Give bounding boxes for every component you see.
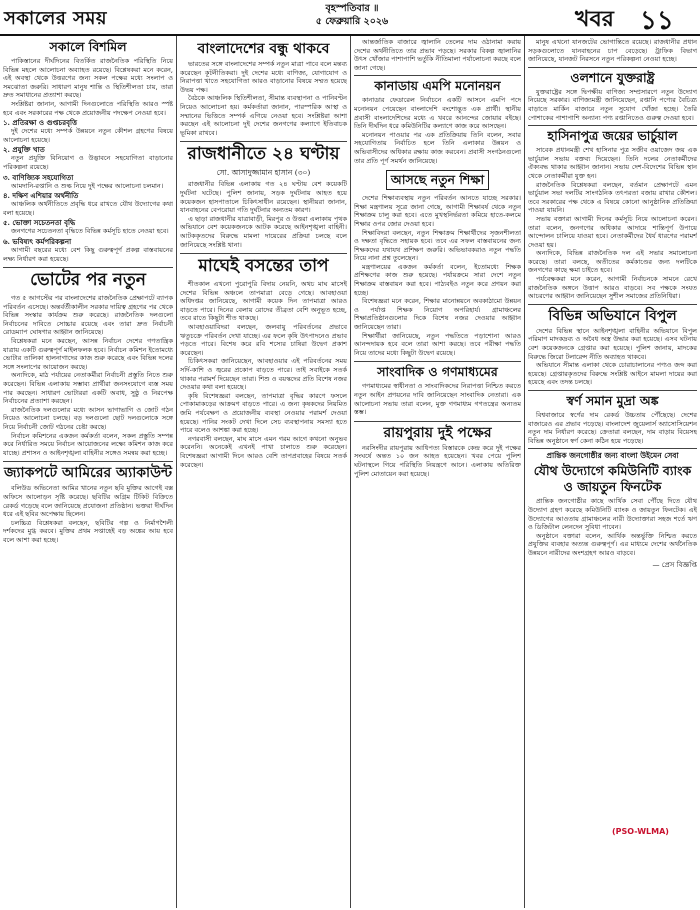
- paragraph: বলিউড অভিনেতা আমির খানের নতুন ছবি মুক্তির আগেই বক্স অফিসে আলোড়ন সৃষ্টি করেছে। ছবিটির অগ্রিম টিকিট বিক্রিতে রেকর্ড গড়েছে বলে জানিয়েছে প্রযোজনা প্রতিষ্ঠান। ভক্তরা দীর্ঘদিন ধরে এই ছবির অপেক্ষায় ছিলেন।: [3, 484, 173, 519]
- paragraph: নগরবাসী বলছেন, মাঘ মাসে এমন গরম আগে কখনো অনুভব করেননি। অনেকেই এখনই পাখা চালাতে শুরু করেছেন। বিশেষজ্ঞরা আগামী দিনে আরও বেশি তাপপ্রবাহের বিষয়ে সতর্ক করেছেন।: [180, 434, 347, 469]
- section-title: খবর: [575, 6, 614, 32]
- paragraph: কৃষি বিশেষজ্ঞরা বলছেন, তাপমাত্রা বৃদ্ধির কারণে ফসলে পোকামাকড়ের আক্রমণ বাড়তে পারে। এ জন্য কৃষকদের নিয়মিত জমি পর্যবেক্ষণ ও প্রয়োজনীয় ব্যবস্থা নেওয়ার পরামর্শ দেওয়া হয়েছে। পানির সংকট দেখা দিলে সেচ ব্যবস্থাপনায় সমস্যা হতে পারে বলেও আশঙ্কা করা হচ্ছে।: [180, 391, 347, 435]
- column-rule: [176, 36, 177, 908]
- headline: ভোটের পর নতুন: [30, 270, 146, 291]
- issue-date: [282, 2, 422, 28]
- column-3: [354, 38, 521, 908]
- article-body: [3, 484, 173, 544]
- watermark-tag: (PSO-WLMA): [612, 827, 669, 836]
- paragraph: শীতকাল এখনো পুরোপুরি বিদায় নেয়নি, অথচ মাঘ মাসেই দেশের বিভিন্ন অঞ্চলে তাপমাত্রা বেড়ে গেছে। আবহাওয়া অধিদপ্তর জানিয়েছে, আগামী কয়েক দিন তাপমাত্রা আরও বাড়তে পারে। দিনের বেলায় রোদের তীব্রতা বেশি অনুভূত হচ্ছে, তবে রাতে কিছুটা শীত থাকছে।: [180, 280, 347, 323]
- paragraph: অন্যদিকে, বিভিন্ন রাজনৈতিক দল এই সভার সমালোচনা করেছে। তারা বলছে, অতীতের কর্মকাণ্ডের জন্য দলটিকে জনগণের কাছে ক্ষমা চাইতে হবে।: [528, 249, 697, 275]
- article-body: [354, 382, 521, 416]
- paragraph: রাজনৈতিক দলগুলোর মধ্যে আসন ভাগাভাগি ও জোট গঠন নিয়েও আলোচনা চলছে। বড় দলগুলো ছোট দলগুলোকে সঙ্গে নিয়ে নির্বাচনী জোট গঠনের চেষ্টা করছে।: [3, 405, 173, 431]
- section-divider: [528, 67, 697, 68]
- paragraph: অন্যদিকে, মাঠ পর্যায়ের নেতাকর্মীরা নির্বাচনী প্রস্তুতি নিতে শুরু করেছেন। বিভিন্ন এলাকায় সম্ভাব্য প্রার্থীরা জনসংযোগে ব্যস্ত সময় পার করছেন। সাধারণ ভোটাররা একটি অবাধ, সুষ্ঠু ও নিরপেক্ষ নির্বাচনের প্রত্যাশা করছেন।: [3, 371, 173, 406]
- article-body: [528, 146, 697, 301]
- column-4: [528, 38, 697, 908]
- paragraph: অভিযানে সীমান্ত এলাকা থেকে চোরাচালানের পণ্যও জব্দ করা হয়েছে। গ্রেপ্তারকৃতদের বিরুদ্ধে সংশ্লিষ্ট আইনে মামলা দায়ের করা হয়েছে এবং তদন্ত চলছে।: [528, 361, 697, 387]
- issue-day: বৃহস্পতিবার ॥: [325, 3, 379, 14]
- paragraph: আন্তর্জাতিক বাজারে জ্বালানি তেলের দাম ওঠানামা করায় দেশের অর্থনীতিতে তার প্রভাব পড়ছে। সরকার বিকল্প জ্বালানির উৎস খোঁজার পাশাপাশি ভর্তুকি নীতিমালা পর্যালোচনা করছে বলে জানা গেছে।: [354, 38, 521, 72]
- list-item-heading: ৩. বাণিজ্যিক সহযোগিতা: [3, 172, 74, 182]
- list-item-text: আগামী বছরের মধ্যে বেশ কিছু গুরুত্বপূর্ণ প্রকল্প বাস্তবায়নের লক্ষ্য নির্ধারণ করা হয়েছে।: [3, 245, 173, 263]
- paragraph: গত ৫ আগস্টের পর বাংলাদেশের রাজনৈতিক প্রেক্ষাপটে ব্যাপক পরিবর্তন এসেছে। অন্তর্বর্তীকালীন সরকার দায়িত্ব গ্রহণের পর থেকে বিভিন্ন সংস্কার কার্যক্রম শুরু করেছে। রাজনৈতিক দলগুলো নির্বাচনের দাবিতে সোচ্চার রয়েছে এবং তারা দ্রুত নির্বাচনী রোডম্যাপ ঘোষণার আহ্বান জানিয়েছে।: [3, 294, 173, 337]
- article-body: [180, 180, 347, 249]
- list-item-text: জনগণের সচেতনতা বৃদ্ধিতে বিভিন্ন কর্মসূচি হাতে নেওয়া হবে।: [11, 227, 169, 236]
- paragraph: মন্ত্রণালয়ের একজন কর্মকর্তা বলেন, ইতোমধ্যে শিক্ষক প্রশিক্ষণের কাজ শুরু হয়েছে। পর্যায়ক্রমে সারা দেশে নতুন শিক্ষাক্রম বাস্তবায়ন করা হবে। পাঠ্যবইও নতুন করে প্রণয়ন করা হচ্ছে।: [354, 262, 521, 297]
- signature: — প্রেস বিজ্ঞপ্তি: [652, 560, 697, 569]
- paragraph: সাবেক প্রধানমন্ত্রী শেখ হাসিনার পুত্র সজীব ওয়াজেদ জয় এক ভার্চুয়াল সভায় বক্তব্য দিয়েছেন। তিনি দলের নেতাকর্মীদের ঐক্যবদ্ধ থাকার আহ্বান জানান। সভায় দেশ-বিদেশের বিভিন্ন স্থান থেকে নেতাকর্মীরা যুক্ত হন।: [528, 146, 697, 180]
- masthead: [0, 0, 700, 36]
- headline: স্বর্ণ সমান মুদ্রা অঙ্ক: [566, 393, 659, 408]
- section-divider: [354, 361, 521, 362]
- byline: সো. আসাদুজ্জামান হাসান (৩০): [216, 168, 311, 178]
- paragraph: বিশ্ববাজারে স্বর্ণের দাম রেকর্ড উচ্চতায় পৌঁছেছে। দেশের বাজারেও এর প্রভাব পড়েছে। বাংলাদেশ জুয়েলার্স অ্যাসোসিয়েশন নতুন দাম নির্ধারণ করেছে। ক্রেতারা বলছেন, দাম বাড়ায় বিয়েসহ বিভিন্ন অনুষ্ঠানে স্বর্ণ কেনা কঠিন হয়ে পড়েছে।: [528, 411, 697, 445]
- paragraph: মানুষ এখনো যানজটের ভোগান্তিতে রয়েছে। রাজধানীর প্রধান সড়কগুলোতে যানবাহনের চাপ বেড়েছে। ট্রাফিক বিভাগ জানিয়েছে, যানজট নিরসনে নতুন পরিকল্পনা নেওয়া হচ্ছে।: [528, 38, 697, 64]
- section-divider: [3, 267, 173, 268]
- list-item-text: নতুন প্রযুক্তি বিনিয়োগ ও উদ্ভাবনে সহযোগিতা বাড়ানোর পরিকল্পনা রয়েছে।: [3, 154, 173, 171]
- headline: বাংলাদেশের বন্ধু থাকবে: [197, 41, 330, 57]
- paragraph: পাকিস্তানের দীর্ঘদিনের বিতর্কিত রাজনৈতিক পরিস্থিতি নিয়ে বিভিন্ন মহলে আলোচনা অব্যাহত রয়েছে। বিশ্লেষকরা মনে করেন, এই অবস্থা থেকে উত্তরণের জন্য সকল পক্ষের মধ্যে সংলাপ ও সমঝোতা জরুরি। সাধারণ মানুষ শান্তি ও স্থিতিশীলতা চায়, তারা দ্রুত সমাধানের প্রত্যাশা করছে।: [3, 57, 173, 100]
- paragraph: বৈঠকে আঞ্চলিক স্থিতিশীলতা, সীমান্ত ব্যবস্থাপনা ও পানিবণ্টন নিয়েও আলোচনা হয়। কর্মকর্তারা জানান, পারস্পরিক আস্থা ও সম্মানের ভিত্তিতে সম্পর্ক এগিয়ে নেওয়া হবে। সংশ্লিষ্টরা আশা করছেন এই আলোচনা দুই দেশের জনগণের কল্যাণে ইতিবাচক ভূমিকা রাখবে।: [180, 94, 347, 137]
- list-item-text: আমদানি-রপ্তানি ও শুল্ক নিয়ে দুই পক্ষের আলোচনা চলমান।: [11, 181, 164, 190]
- paragraph: ভারতের সঙ্গে বাংলাদেশের সম্পর্ক নতুন মাত্রা পাবে বলে মন্তব্য করেছেন কূটনীতিকরা। দুই দেশের মধ্যে বাণিজ্য, যোগাযোগ ও নিরাপত্তা খাতে সহযোগিতা আরও বাড়ানোর বিষয়ে সম্মত হয়েছে উভয় পক্ষ।: [180, 60, 347, 94]
- headline: মাঘেই বসন্তের তাপ: [198, 256, 329, 277]
- article-body: [528, 88, 697, 122]
- article-body: [528, 411, 697, 445]
- paragraph: যুক্তরাষ্ট্রের সঙ্গে দ্বিপক্ষীয় বাণিজ্য সম্প্রসারণে নতুন উদ্যোগ নিয়েছে সরকার। বাণিজ্যমন্ত্রী জানিয়েছেন, রপ্তানি পণ্যের বৈচিত্র্য বাড়াতে মার্কিন বাজারে নতুন সুযোগ খোঁজা হচ্ছে। তৈরি পোশাকের পাশাপাশি অন্যান্য পণ্য রপ্তানিতেও গুরুত্ব দেওয়া হবে।: [528, 87, 697, 122]
- list-item-heading: ২. প্রযুক্তি খাত: [3, 145, 45, 155]
- paragraph: মনোনয়ন পাওয়ার পর এক প্রতিক্রিয়ায় তিনি বলেন, সবার সহযোগিতায় নির্বাচিত হলে তিনি এলাকার উন্নয়ন ও অভিবাসীদের অধিকার রক্ষায় কাজ করবেন। প্রবাসী সংগঠনগুলো তার প্রতি পূর্ণ সমর্থন জানিয়েছে।: [354, 130, 521, 165]
- paragraph: নরসিংদীর রায়পুরায় আধিপত্য বিস্তারকে কেন্দ্র করে দুই পক্ষের সংঘর্ষে অন্তত ১০ জন আহত হয়েছেন। খবর পেয়ে পুলিশ ঘটনাস্থলে গিয়ে পরিস্থিতি নিয়ন্ত্রণে আনে। এলাকায় অতিরিক্ত পুলিশ মোতায়েন করা হয়েছে।: [354, 443, 521, 478]
- headline: ওলশানে যুক্তরাষ্ট্র: [570, 69, 655, 85]
- list-item-heading: ৫. ভোক্তা সচেতনতা বৃদ্ধি: [3, 218, 76, 228]
- paragraph: নির্বাচন কমিশনের একজন কর্মকর্তা বলেন, সকল প্রস্তুতি সম্পন্ন করে নির্ধারিত সময়ে নির্বাচন আয়োজনের লক্ষ্যে কমিশন কাজ করে যাচ্ছে। প্রশাসন ও আইনশৃঙ্খলা বাহিনীর সঙ্গেও সমন্বয় করা হচ্ছে।: [3, 431, 173, 457]
- paragraph: আবহাওয়াবিদরা বলছেন, জলবায়ু পরিবর্তনের প্রভাবে ঋতুচক্রে পরিবর্তন দেখা যাচ্ছে। এর ফলে কৃষি উৎপাদনেও প্রভাব পড়তে পারে। বিশেষ করে রবি শস্যের চাষিরা উদ্বেগ প্রকাশ করেছেন।: [180, 323, 347, 357]
- headline: সকালে বিশমিল: [49, 39, 127, 54]
- article-body: [180, 60, 347, 137]
- headline: বিভিন্ন অভিযানে বিপুল: [548, 307, 677, 324]
- kicker: প্রান্তিক জনগোষ্ঠীর জন্য বাংলা উইমেন সেবা: [546, 451, 679, 461]
- paper-name: সকালের সময়: [4, 8, 108, 29]
- paragraph: পর্যবেক্ষকরা মনে করেন, আগামী নির্বাচনকে সামনে রেখে রাজনৈতিক অঙ্গনে উত্তাপ আরও বাড়বে। সব পক্ষকে সংযত আচরণের আহ্বান জানিয়েছেন সুশীল সমাজের প্রতিনিধিরা।: [528, 275, 697, 301]
- paragraph: দেশের বিভিন্ন স্থানে আইনশৃঙ্খলা বাহিনীর অভিযানে বিপুল পরিমাণ মাদকদ্রব্য ও অবৈধ অস্ত্র উদ্ধার করা হয়েছে। এসব ঘটনায় বেশ কয়েকজনকে গ্রেপ্তার করা হয়েছে। পুলিশ জানায়, মাদকের বিরুদ্ধে জিরো টলারেন্স নীতি অব্যাহত থাকবে।: [528, 326, 697, 361]
- headline: রায়পুরায় দুই পক্ষের: [383, 424, 492, 441]
- headline: আসছে নতুন শিক্ষা: [386, 170, 489, 190]
- list-item-heading: ৪. দক্ষিণ এশিয়ার অর্থনীতি: [3, 191, 79, 201]
- article-body: [3, 57, 173, 263]
- headline: রাজধানীতে ২৪ ঘণ্টায়: [187, 144, 340, 165]
- page-number: ১১: [640, 6, 674, 36]
- paragraph: রাজধানীর বিভিন্ন এলাকায় গত ২৪ ঘণ্টায় বেশ কয়েকটি দুর্ঘটনা ঘটেছে। পুলিশ জানায়, সড়ক দুর্ঘটনায় আহত হয়ে কয়েকজন হাসপাতালে চিকিৎসাধীন রয়েছেন। স্থানীয়রা জানান, যানবাহনের বেপরোয়া গতি দুর্ঘটনার অন্যতম কারণ।: [180, 180, 347, 215]
- headline: কানাডায় এমপি মনোনয়ন: [374, 78, 501, 94]
- column-2: [180, 38, 347, 908]
- article-body: [354, 194, 521, 357]
- paragraph: গণমাধ্যমের স্বাধীনতা ও সাংবাদিকদের নিরাপত্তা নিশ্চিত করতে নতুন আইন প্রণয়নের দাবি জানিয়েছেন সাংবাদিক নেতারা। এক আলোচনা সভায় তারা বলেন, মুক্ত গণমাধ্যম গণতন্ত্রের অন্যতম স্তম্ভ।: [354, 382, 521, 417]
- article-body: [180, 280, 347, 469]
- article-body: [528, 38, 697, 64]
- headline-box-wrap: [354, 169, 521, 192]
- section-divider: [354, 75, 521, 76]
- article-body: [354, 38, 521, 72]
- article-body: [354, 444, 521, 478]
- paragraph: শিক্ষাবিদরা বলছেন, নতুন শিক্ষাক্রম শিক্ষার্থীদের সৃজনশীলতা ও দক্ষতা বৃদ্ধিতে সহায়ক হবে। তবে এর সফল বাস্তবায়নের জন্য শিক্ষকদের যথাযথ প্রশিক্ষণ জরুরি। অভিভাবকরাও নতুন পদ্ধতি নিয়ে নানা প্রশ্ন তুলেছেন।: [354, 228, 521, 263]
- column-rule: [350, 36, 351, 908]
- paragraph: প্রান্তিক জনগোষ্ঠীর কাছে আর্থিক সেবা পৌঁছে দিতে যৌথ উদ্যোগ গ্রহণ করেছে কমিউনিটি ব্যাংক ও জায়তুন ফিনটেক। এই উদ্যোগের আওতায় গ্রামাঞ্চলের নারী উদ্যোক্তারা সহজ শর্তে ঋণ ও ডিজিটাল লেনদেন সুবিধা পাবেন।: [528, 497, 697, 532]
- article-body: [528, 497, 697, 570]
- section-divider: [528, 304, 697, 305]
- headline: যৌথ উদ্যোগে কমিউনিটি ব্যাংক ও জায়তুন ফিনটেক: [533, 463, 692, 495]
- article-body: [354, 96, 521, 165]
- list-item-text: দুই দেশের মধ্যে সম্পর্ক উন্নয়নে নতুন কৌশল গ্রহণের বিষয়ে আলোচনা হয়েছে।: [3, 127, 173, 144]
- list-item-text: আঞ্চলিক অর্থনীতিতে প্রবৃদ্ধি ধরে রাখতে যৌথ উদ্যোগের কথা বলা হয়েছে।: [3, 200, 173, 217]
- headline: জ্যাকপটে আমিরের অ্যাকাউন্ট: [3, 465, 173, 482]
- issue-full-date: ৫ ফেব্রুয়ারি ২০২৬: [315, 16, 389, 27]
- column-1: [3, 38, 173, 908]
- paragraph: দেশের শিক্ষাব্যবস্থায় নতুন পরিবর্তন আনতে যাচ্ছে সরকার। শিক্ষা মন্ত্রণালয় সূত্রে জানা গেছে, আগামী শিক্ষাবর্ষ থেকে নতুন শিক্ষাক্রম চালু করা হবে। এতে মুখস্থনির্ভরতা কমিয়ে হাতে-কলমে শিক্ষার ওপর জোর দেওয়া হবে।: [354, 194, 521, 228]
- section-divider: [528, 125, 697, 126]
- section-divider: [3, 461, 173, 462]
- list-item-heading: ১. প্রতিরক্ষা ও গুপ্তচরবৃত্তি: [3, 118, 77, 128]
- paragraph: এ ছাড়া রাজধানীর যাত্রাবাড়ী, মিরপুর ও উত্তরা এলাকায় পৃথক অভিযানে বেশ কয়েকজনকে আটক করেছে আইনশৃঙ্খলা বাহিনী। আটককৃতদের বিরুদ্ধে মামলা দায়েরের প্রক্রিয়া চলছে বলে জানিয়েছে সংশ্লিষ্ট থানা।: [180, 214, 347, 249]
- paragraph: চিকিৎসকরা জানিয়েছেন, আবহাওয়ার এই পরিবর্তনের সময় সর্দি-কাশি ও জ্বরের প্রকোপ বাড়তে পারে। তাই সবাইকে সতর্ক থাকার পরামর্শ দিয়েছেন তারা। শিশু ও বয়স্কদের প্রতি বিশেষ নজর দেওয়ার কথা বলা হয়েছে।: [180, 357, 347, 392]
- article-body: [528, 327, 697, 387]
- paragraph: শিক্ষার্থীরা জানিয়েছে, নতুন পদ্ধতিতে পড়াশোনা আরও আনন্দদায়ক হবে বলে তারা আশা করছে। তবে পরীক্ষা পদ্ধতি নিয়ে তাদের মধ্যে কিছুটা উদ্বেগ রয়েছে।: [354, 331, 521, 357]
- paragraph: সভায় বক্তারা আগামী দিনের কর্মসূচি নিয়ে আলোচনা করেন। তারা বলেন, জনগণের অধিকার আদায়ে শান্তিপূর্ণ উপায়ে আন্দোলন চালিয়ে যাওয়া হবে। নেতাকর্মীদের ধৈর্য ধারণের পরামর্শ দেওয়া হয়।: [528, 214, 697, 249]
- paragraph: সংশ্লিষ্টরা জানান, আগামী দিনগুলোতে পরিস্থিতি আরও স্পষ্ট হবে এবং সরকারের পক্ষ থেকে প্রয়োজনীয় পদক্ষেপ নেওয়া হবে।: [3, 99, 173, 117]
- paragraph: অনুষ্ঠানে বক্তারা বলেন, আর্থিক অন্তর্ভুক্তি নিশ্চিত করতে প্রযুক্তির ব্যবহার অত্যন্ত গুরুত্বপূর্ণ। এর মাধ্যমে দেশের অর্থনৈতিক উন্নয়নে নারীদের অংশগ্রহণ আরও বাড়বে।: [528, 531, 697, 557]
- paragraph: বিশেষজ্ঞরা মনে করেন, শিক্ষার মানোন্নয়নে অবকাঠামো উন্নয়ন ও পর্যাপ্ত শিক্ষক নিয়োগ অপরিহার্য। গ্রামাঞ্চলের শিক্ষাপ্রতিষ্ঠানগুলোর দিকে বিশেষ নজর দেওয়ার আহ্বান জানিয়েছেন তারা।: [354, 297, 521, 332]
- paragraph: চলচ্চিত্র বিশ্লেষকরা বলছেন, ছবিটির গল্প ও নির্মাণশৈলী দর্শকদের মুগ্ধ করবে। মুক্তির প্রথম সপ্তাহেই বড় অঙ্কের আয় হবে বলে আশা করা হচ্ছে।: [3, 518, 173, 544]
- headline: সাংবাদিক ও গণমাধ্যমের: [377, 364, 498, 380]
- section-divider: [180, 141, 347, 142]
- paragraph: কানাডার ফেডারেল নির্বাচনে একটি আসনে এমপি পদে মনোনয়ন পেয়েছেন বাংলাদেশি বংশোদ্ভূত এক প্রার্থী। স্থানীয় প্রবাসী বাংলাদেশিদের মধ্যে এ খবরে আনন্দের জোয়ার বইছে। তিনি দীর্ঘদিন ধরে কমিউনিটির কল্যাণে কাজ করে আসছেন।: [354, 96, 521, 131]
- article-body: [3, 294, 173, 457]
- section-divider: [354, 421, 521, 422]
- section-divider: [528, 390, 697, 391]
- paragraph: রাজনৈতিক বিশ্লেষকরা বলছেন, বর্তমান প্রেক্ষাপটে এমন ভার্চুয়াল সভা দলটির সাংগঠনিক তৎপরতা বজায় রাখার কৌশল। তবে সরকারের পক্ষ থেকে এ বিষয়ে কোনো আনুষ্ঠানিক প্রতিক্রিয়া পাওয়া যায়নি।: [528, 180, 697, 215]
- list-item-heading: ৬. ভবিষ্যৎ কর্মপরিকল্পনা: [3, 236, 72, 246]
- section-divider: [528, 448, 697, 449]
- section-divider: [180, 253, 347, 254]
- column-rule: [524, 36, 525, 908]
- headline: হাসিনাপুত্র জয়ের ভার্চুয়াল: [547, 128, 678, 144]
- paragraph: বিশ্লেষকরা মনে করছেন, আসন্ন নির্বাচন দেশের গণতান্ত্রিক যাত্রায় একটি গুরুত্বপূর্ণ মাইলফলক হবে। নির্বাচন কমিশন ইতোমধ্যে ভোটার তালিকা হালনাগাদের কাজ শুরু করেছে এবং বিভিন্ন দলের সঙ্গে সংলাপের আয়োজন করছে।: [3, 337, 173, 371]
